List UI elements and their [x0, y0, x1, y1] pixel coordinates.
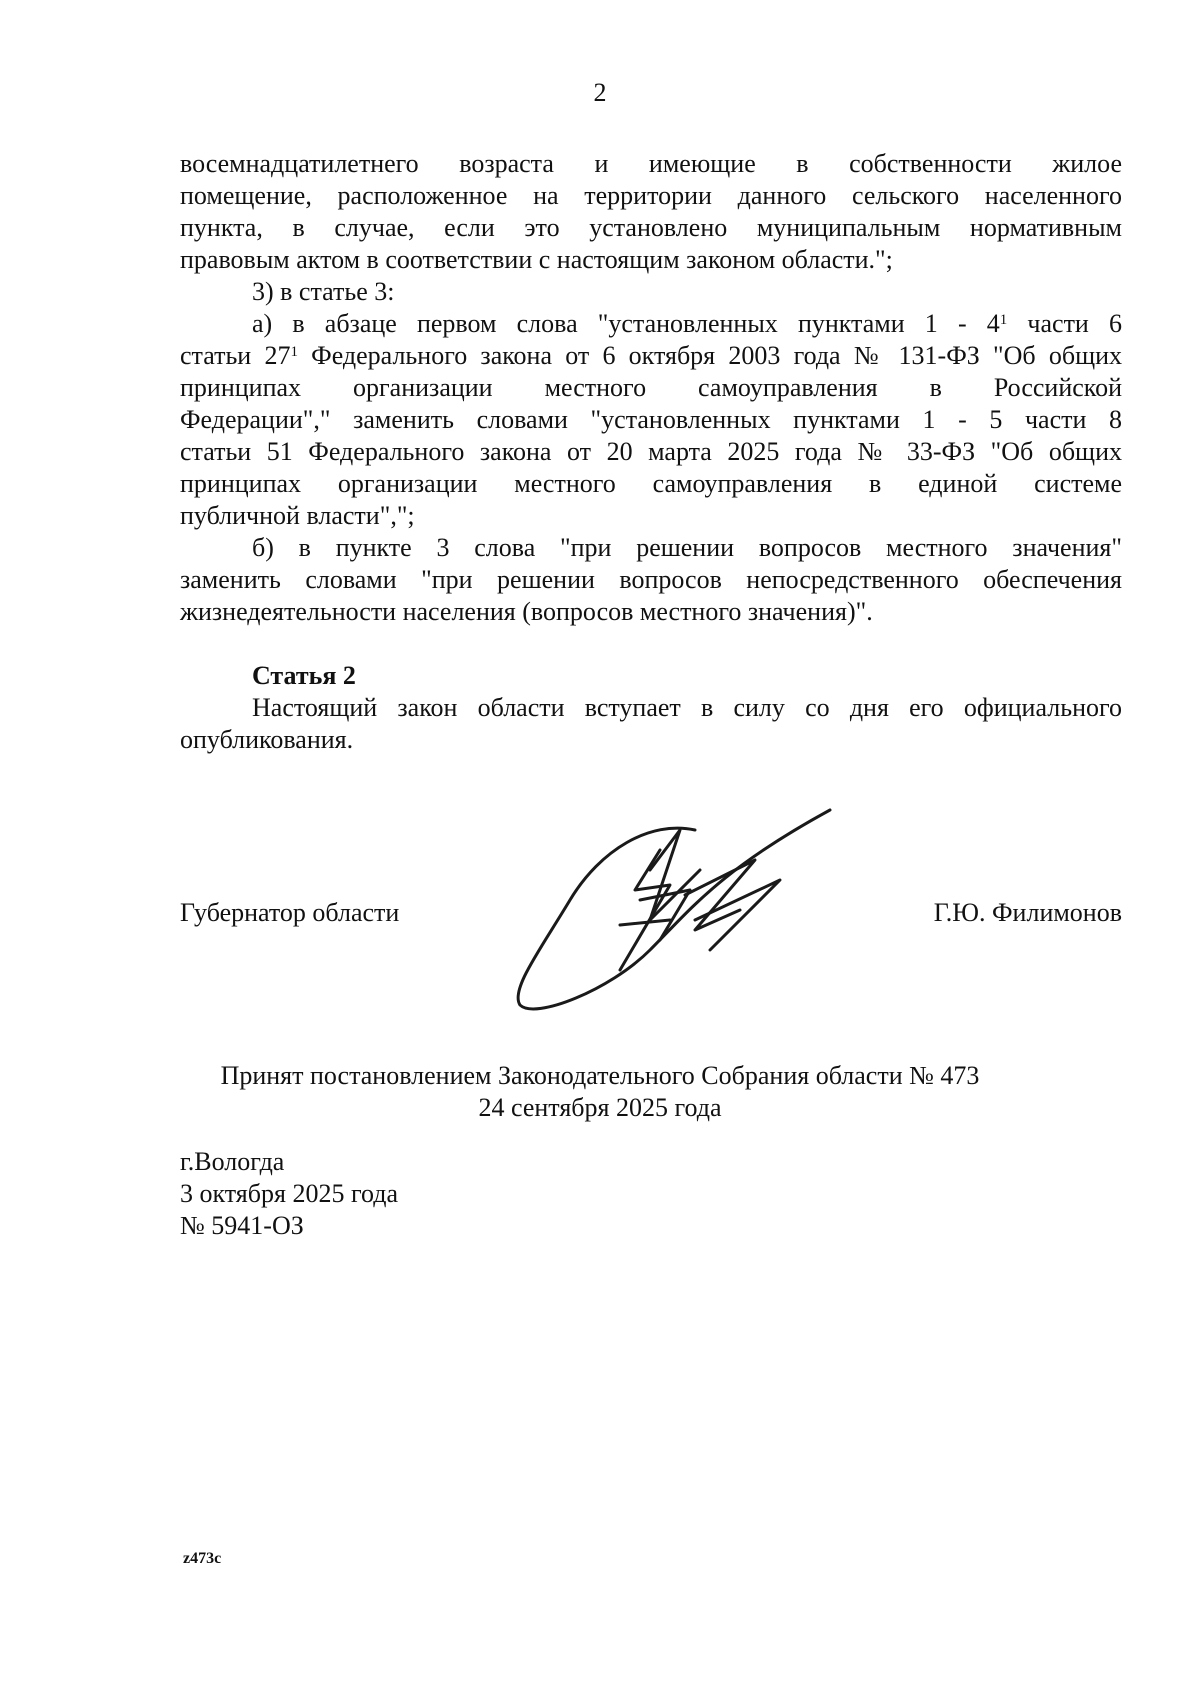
item-b-line: заменить словами "при решении вопросов непосредственного обеспечения: [180, 565, 1122, 594]
item-3: 3) в статье 3:: [252, 277, 395, 306]
article-2-line: опубликования.: [180, 725, 354, 754]
article-2-line: Настоящий закон области вступает в силу со дня его официального: [252, 693, 1122, 722]
item-a-line: принципах организации местного самоуправления в Российской: [180, 373, 1122, 402]
paragraph-line: помещение, расположенное на территории данного сельского населенного: [180, 181, 1122, 210]
item-a-line: принципах организации местного самоуправления в единой системе: [180, 469, 1122, 498]
handwritten-signature: [500, 790, 840, 1020]
item-a-line: Федерации"," заменить словами "установленных пунктами 1 - 5 части 8: [180, 405, 1122, 434]
paragraph-line: правовым актом в соответствии с настоящим законом области.";: [180, 245, 893, 274]
city: г.Вологда: [180, 1147, 285, 1176]
signatory-name: Г.Ю. Филимонов: [933, 898, 1122, 927]
item-a-line: статьи $27^1$ Федерального закона от 6 октября 2003 года № 131-ФЗ "Об общих: [180, 341, 1123, 370]
adoption-date: 24 сентября 2025 года: [478, 1093, 722, 1122]
footer-code: z473c: [183, 1550, 222, 1567]
item-b-line: жизнедеятельности населения (вопросов местного значения)".: [180, 597, 873, 626]
item-a-line: статьи 51 Федерального закона от 20 марта 2025 года № 33-ФЗ "Об общих: [180, 437, 1122, 466]
item-b-line: б) в пункте 3 слова "при решении вопросов местного значения": [252, 533, 1122, 562]
item-a-line: публичной власти",";: [180, 501, 415, 530]
article-2-heading: Статья 2: [252, 661, 356, 690]
item-a-line: а) в абзаце первом слова "установленных пунктами $1 - 4^1$ части 6: [252, 309, 1122, 338]
adoption-line: Принят постановлением Законодательного Собрания области № 473: [220, 1061, 980, 1090]
paragraph-line: пункта, в случае, если это установлено муниципальным нормативным: [180, 213, 1122, 242]
page-number: 2: [593, 78, 607, 107]
signatory-title: Губернатор области: [180, 898, 400, 927]
law-date: 3 октября 2025 года: [180, 1179, 398, 1208]
paragraph-line: восемнадцатилетнего возраста и имеющие в собственности жилое: [180, 149, 1122, 178]
law-number: № 5941-ОЗ: [180, 1211, 304, 1240]
